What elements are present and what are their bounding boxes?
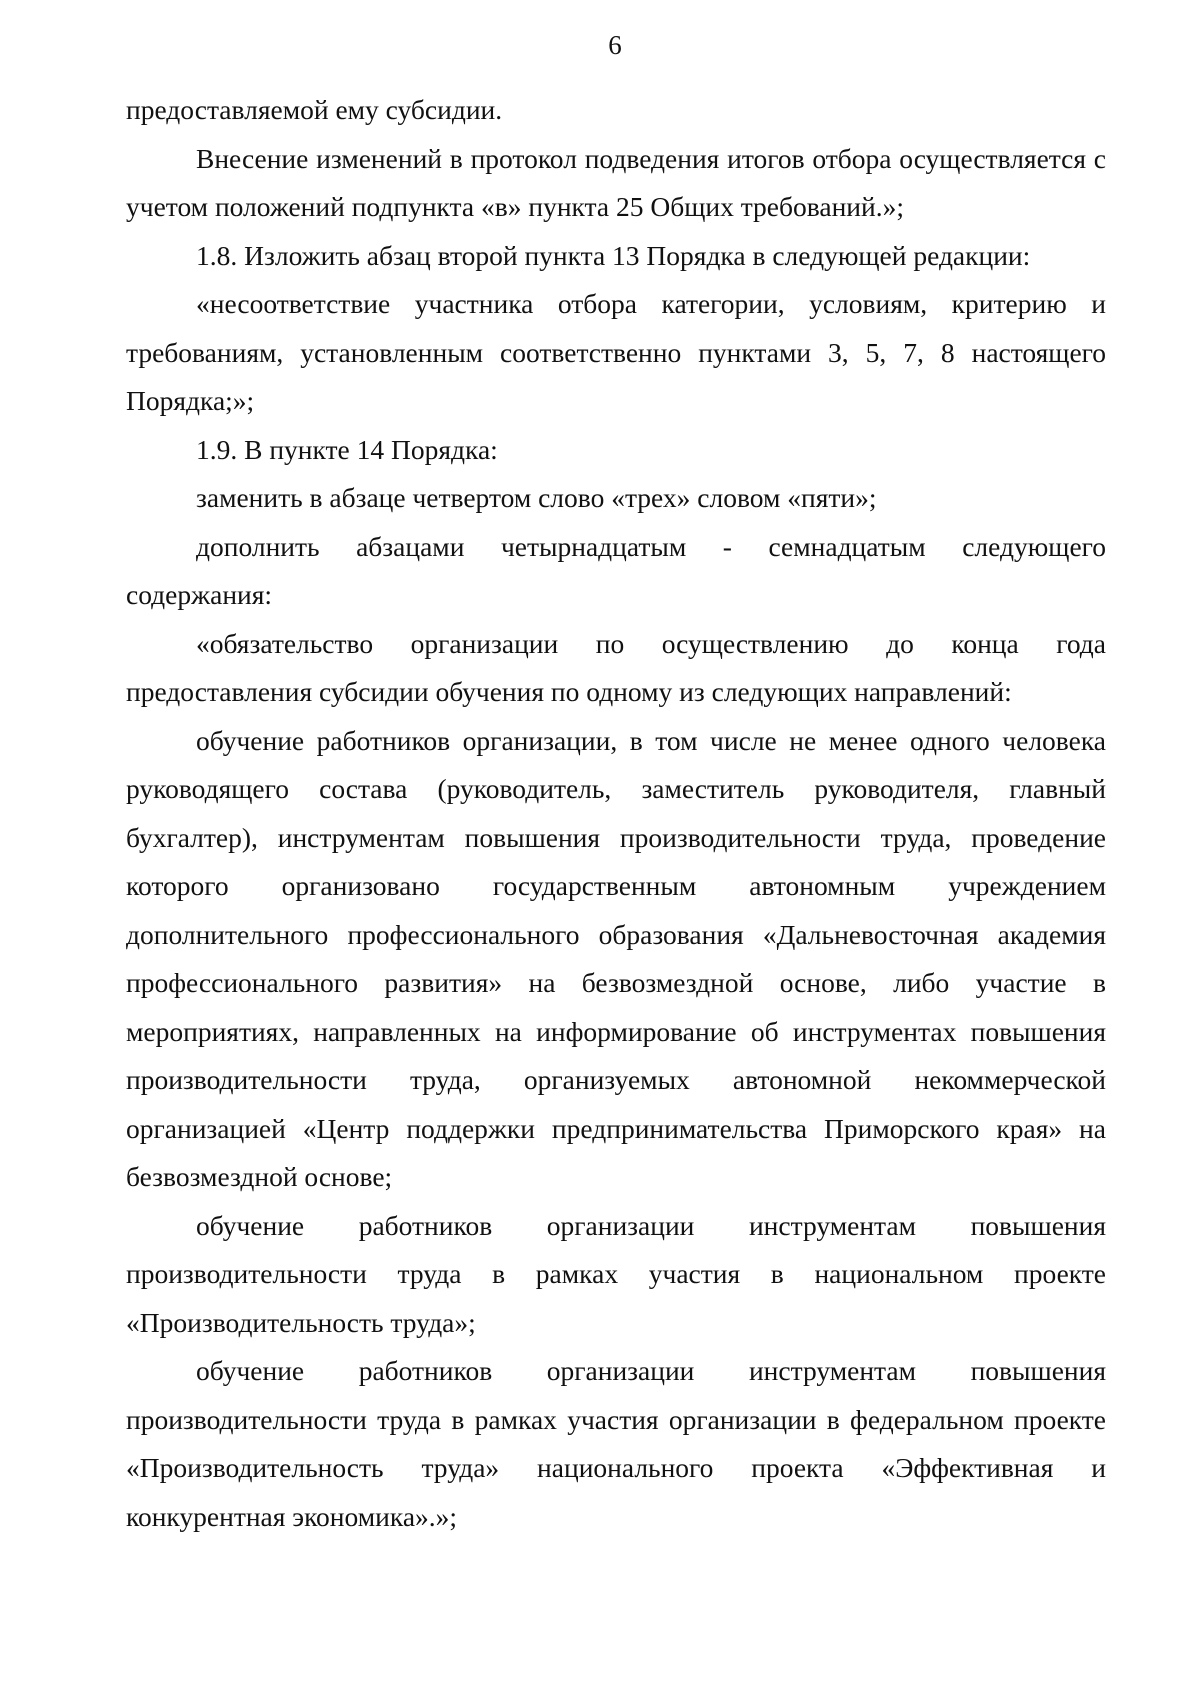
paragraph: «обязательство организации по осуществлению до конца года предоставления субсидии обучения по одному из следующих направлений: [126, 627, 1106, 707]
paragraph: обучение работников организации инструментам повышения производительности труда в рамках участия организации в федеральном проекте «Производительность труда» национального проекта «Эффективная и конкурентная экономика».»; [126, 1355, 1106, 1532]
paragraph: заменить в абзаце четвертом слово «трех» словом «пяти»; [196, 482, 877, 513]
paragraph: 1.9. В пункте 14 Порядка: [196, 433, 498, 465]
paragraph: дополнить абзацами четырнадцатым - семнадцатым следующего содержания: [126, 530, 1106, 610]
paragraph: обучение работников организации инструментам повышения производительности труда в рамках участия в национальном проекте «Производительность труда»; [126, 1209, 1106, 1338]
page-number: 6 [608, 30, 622, 60]
paragraph: предоставляемой ему субсидии. [126, 94, 503, 125]
paragraph: «несоответствие участника отбора категории, условиям, критерию и требованиям, установленным соответственно пунктами 3, 5, 7, 8 настоящего Порядка;»; [126, 288, 1106, 416]
document-body [126, 86, 1106, 1541]
paragraph: 1.8. Изложить абзац второй пункта 13 Порядка в следующей редакции: [196, 239, 1031, 271]
paragraph: Внесение изменений в протокол подведения итогов отбора осуществляется с учетом положений подпункта «в» пункта 25 Общих требований.»; [126, 142, 1106, 222]
paragraph: обучение работников организации, в том числе не менее одного человека руководящего состава (руководитель, заместитель руководителя, главный бухгалтер), инструментам повышения производительности труда, проведение которого организовано государственным автономным учреждением дополнительного профессионального образования «Дальневосточная академия профессионального развития» на безвозмездной основе, либо участие в мероприятиях, направленных на информирование об инструментах повышения производительности труда, организуемых автономной некоммерческой организацией «Центр поддержки предпринимательства Приморского края» на безвозмездной основе; [126, 724, 1106, 1192]
